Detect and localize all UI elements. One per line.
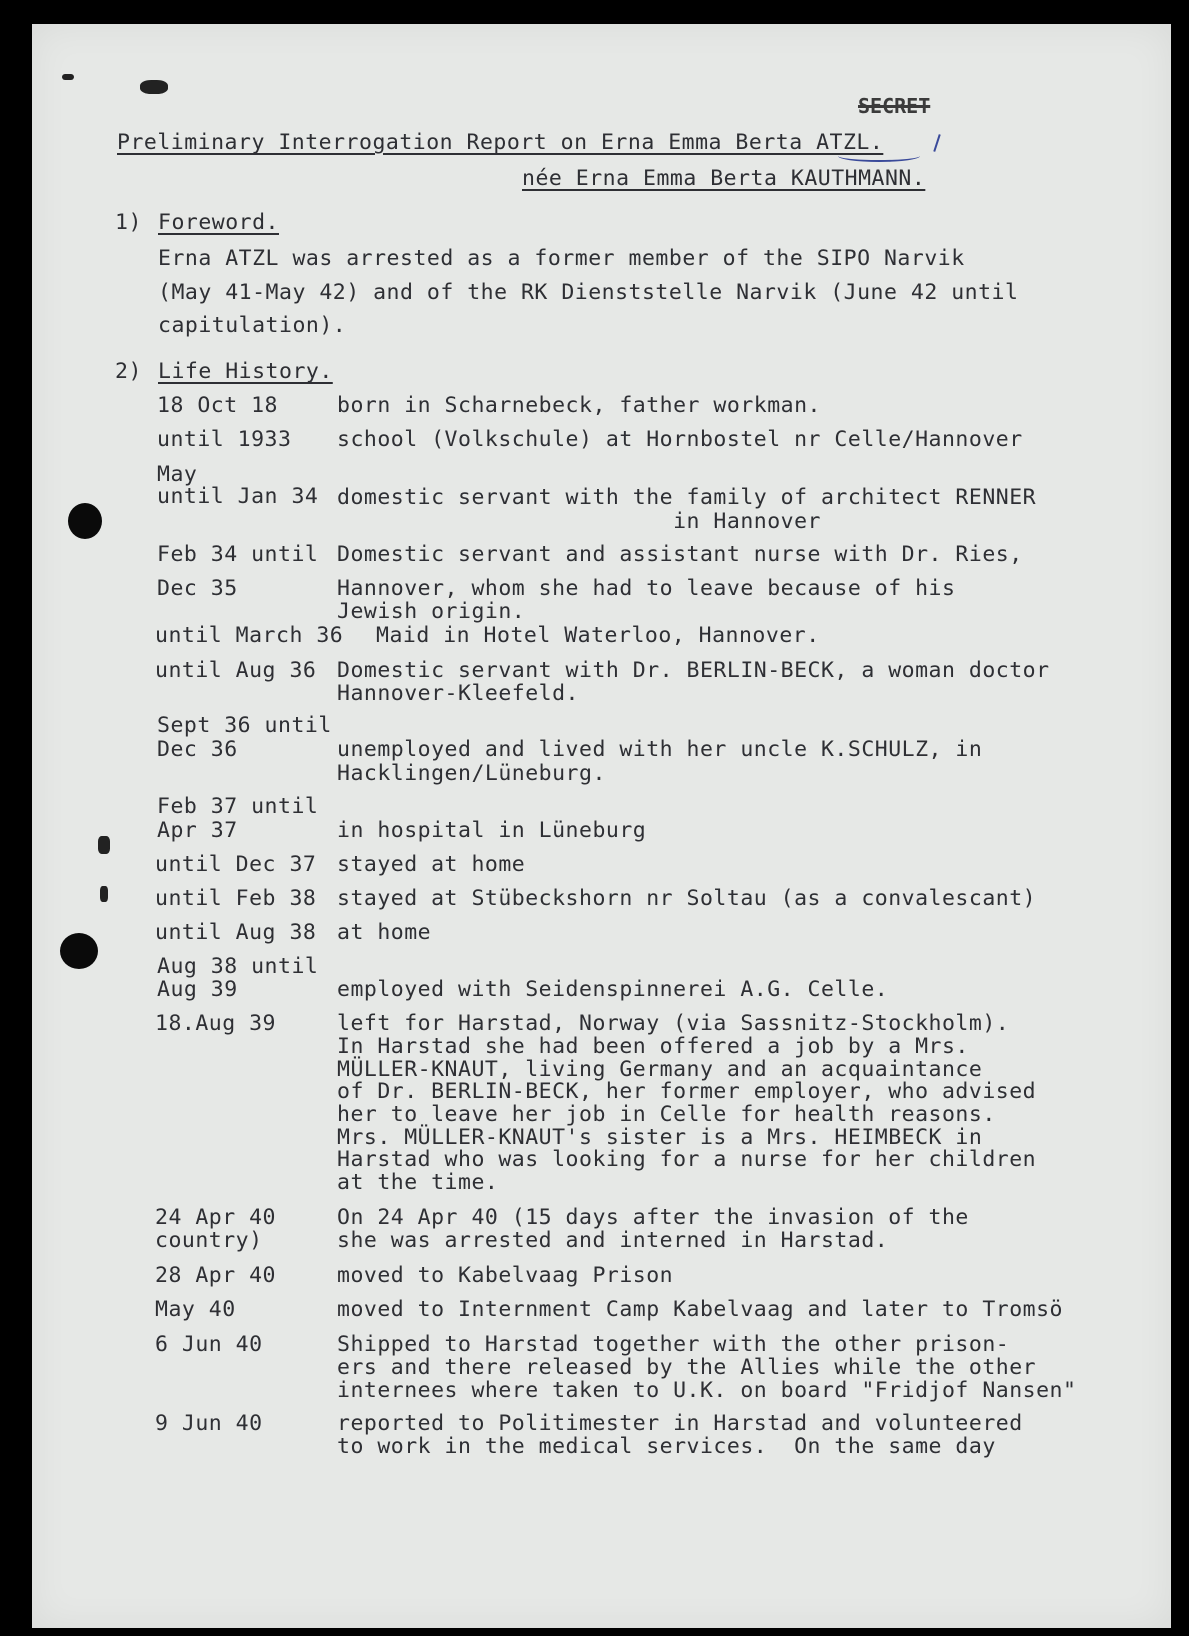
entry-text: Harstad who was looking for a nurse for her children bbox=[337, 1147, 1037, 1172]
ink-speck bbox=[62, 74, 74, 80]
entry-date: 9 Jun 40 bbox=[155, 1411, 263, 1436]
entry-date: Aug 38 until bbox=[157, 954, 319, 979]
entry-date: 18.Aug 39 bbox=[155, 1011, 276, 1036]
entry-text: stayed at home bbox=[337, 852, 526, 877]
entry-text: internees where taken to U.K. on board "Fridjof Nansen" bbox=[337, 1378, 1077, 1403]
entry-date: until March 36 bbox=[155, 623, 344, 648]
section-heading-life-history: Life History. bbox=[158, 359, 333, 384]
entry-date: 24 Apr 40 bbox=[155, 1205, 276, 1230]
entry-date: Apr 37 bbox=[157, 818, 238, 843]
entry-date: Sept 36 until bbox=[157, 713, 332, 738]
entry-date: country) bbox=[155, 1228, 263, 1253]
entry-date: Aug 39 bbox=[157, 977, 238, 1002]
entry-text: MÜLLER-KNAUT, living Germany and an acquaintance bbox=[337, 1057, 983, 1082]
entry-text: to work in the medical services. On the same day bbox=[337, 1434, 996, 1459]
entry-text: unemployed and lived with her uncle K.SCHULZ, in bbox=[337, 737, 983, 762]
entry-text: Jewish origin. bbox=[337, 599, 526, 624]
entry-date: Feb 37 until bbox=[157, 794, 319, 819]
section-number: 1) bbox=[115, 210, 142, 235]
foreword-line: Erna ATZL was arrested as a former member of the SIPO Narvik bbox=[158, 246, 965, 271]
entry-text: her to leave her job in Celle for health reasons. bbox=[337, 1102, 996, 1127]
entry-text: Hannover-Kleefeld. bbox=[337, 681, 579, 706]
entry-text: in hospital in Lüneburg bbox=[337, 818, 647, 843]
entry-date: until Dec 37 bbox=[155, 852, 317, 877]
entry-text: Domestic servant and assistant nurse with Dr. Ries, bbox=[337, 542, 1023, 567]
entry-date: until 1933 bbox=[157, 427, 292, 452]
entry-text: Hannover, whom she had to leave because of his bbox=[337, 576, 956, 601]
pen-underline bbox=[838, 150, 920, 162]
punch-hole bbox=[68, 503, 102, 539]
entry-date: until Aug 38 bbox=[155, 920, 317, 945]
report-title: Preliminary Interrogation Report on Erna Emma Berta ATZL. bbox=[117, 130, 884, 155]
entry-text: Domestic servant with Dr. BERLIN-BECK, a woman doctor bbox=[337, 658, 1050, 683]
section-heading-foreword: Foreword. bbox=[158, 210, 279, 235]
ink-speck bbox=[100, 886, 108, 902]
entry-text: born in Scharnebeck, father workman. bbox=[337, 393, 821, 418]
entry-date: 18 Oct 18 bbox=[157, 393, 278, 418]
entry-text: employed with Seidenspinnerei A.G. Celle. bbox=[337, 977, 889, 1002]
ink-speck bbox=[98, 836, 110, 854]
entry-date: 28 Apr 40 bbox=[155, 1263, 276, 1288]
report-subtitle: née Erna Emma Berta KAUTHMANN. bbox=[522, 166, 926, 191]
entry-text: moved to Kabelvaag Prison bbox=[337, 1263, 674, 1288]
entry-text: in Hannover bbox=[337, 509, 821, 534]
entry-text: stayed at Stübeckshorn nr Soltau (as a convalescant) bbox=[337, 886, 1037, 911]
foreword-line: capitulation). bbox=[158, 313, 347, 338]
entry-date: Feb 34 until bbox=[157, 542, 319, 567]
classification-stamp: SECRET bbox=[858, 94, 931, 118]
entry-text: domestic servant with the family of architect RENNER bbox=[337, 485, 1037, 510]
entry-text: she was arrested and interned in Harstad. bbox=[337, 1228, 889, 1253]
section-number: 2) bbox=[115, 359, 142, 384]
entry-text: of Dr. BERLIN-BECK, her former employer, who advised bbox=[337, 1079, 1037, 1104]
entry-text: Mrs. MÜLLER-KNAUT's sister is a Mrs. HEIMBECK in bbox=[337, 1125, 983, 1150]
entry-date: until Feb 38 bbox=[155, 886, 317, 911]
entry-text: In Harstad she had been offered a job by a Mrs. bbox=[337, 1034, 969, 1059]
entry-text: Maid in Hotel Waterloo, Hannover. bbox=[376, 623, 820, 648]
entry-text: at the time. bbox=[337, 1170, 499, 1195]
entry-text: Hacklingen/Lüneburg. bbox=[337, 761, 606, 786]
entry-text: moved to Internment Camp Kabelvaag and later to Tromsö bbox=[337, 1297, 1063, 1322]
ink-speck bbox=[140, 80, 168, 94]
foreword-line: (May 41-May 42) and of the RK Dienststelle Narvik (June 42 until bbox=[158, 280, 1019, 305]
entry-date: May bbox=[157, 462, 198, 487]
entry-date: 6 Jun 40 bbox=[155, 1332, 263, 1357]
entry-date: May 40 bbox=[155, 1297, 236, 1322]
entry-text: at home bbox=[337, 920, 432, 945]
entry-date: Dec 36 bbox=[157, 737, 238, 762]
entry-text: reported to Politimester in Harstad and volunteered bbox=[337, 1411, 1023, 1436]
entry-text: school (Volkschule) at Hornbostel nr Celle/Hannover bbox=[337, 427, 1023, 452]
entry-date: until Aug 36 bbox=[155, 658, 317, 683]
entry-text: left for Harstad, Norway (via Sassnitz-Stockholm). bbox=[337, 1011, 1010, 1036]
entry-text: Shipped to Harstad together with the other prison- bbox=[337, 1332, 1010, 1357]
entry-date: Dec 35 bbox=[157, 576, 238, 601]
entry-date: until Jan 34 bbox=[157, 484, 319, 509]
entry-text: ers and there released by the Allies while the other bbox=[337, 1355, 1037, 1380]
entry-text: On 24 Apr 40 (15 days after the invasion of the bbox=[337, 1205, 969, 1230]
punch-hole bbox=[60, 933, 98, 969]
